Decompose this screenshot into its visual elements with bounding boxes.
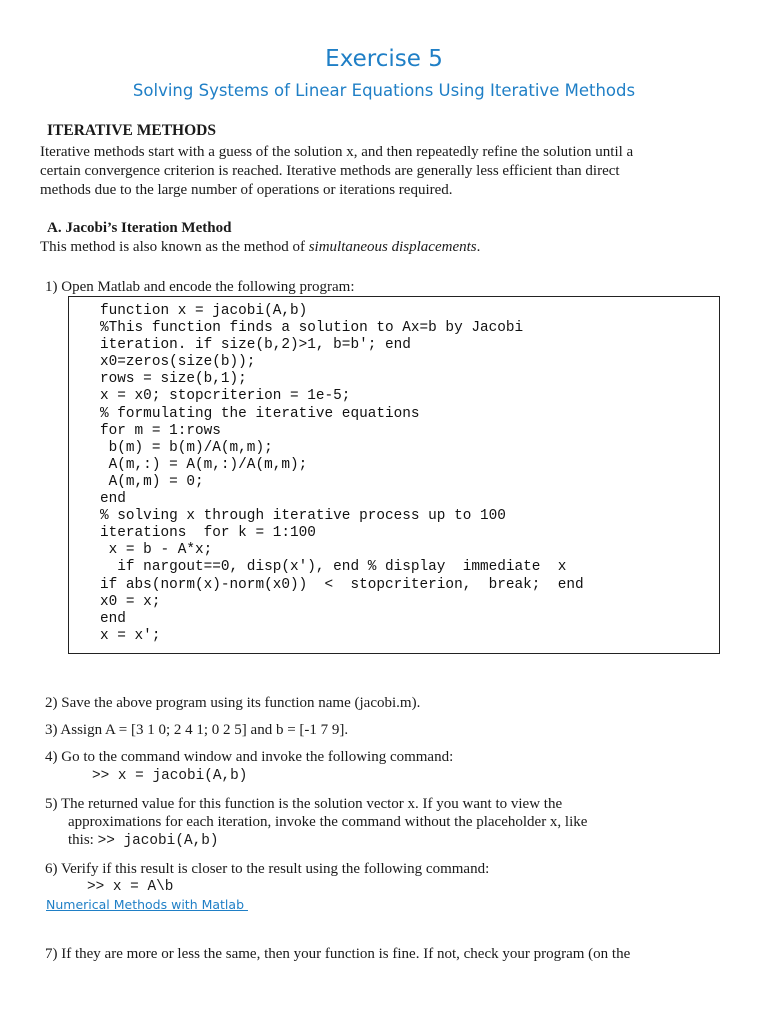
intro-line-2: certain convergence criterion is reached. Iterative methods are generally less efficient than direct bbox=[40, 163, 620, 179]
section-heading: ITERATIVE METHODS bbox=[47, 122, 216, 139]
step-5-line-1: 5) The returned value for this function is the solution vector x. If you want to view the bbox=[45, 796, 563, 812]
code-line: if nargout==0, disp(x'), end % display immediate x bbox=[100, 559, 567, 576]
step-6-command: >> x = A\b bbox=[87, 879, 174, 895]
code-line: %This function finds a solution to Ax=b by Jacobi bbox=[100, 320, 524, 337]
code-line: end bbox=[100, 491, 126, 508]
intro-line-3: methods due to the large number of operations or iterations required. bbox=[40, 182, 453, 198]
code-line: end bbox=[100, 610, 126, 627]
step-3: 3) Assign A = [3 1 0; 2 4 1; 0 2 5] and b = [-1 7 9]. bbox=[45, 722, 349, 738]
code-line: for m = 1:rows bbox=[100, 422, 221, 439]
step-6: 6) Verify if this result is closer to the result using the following command: bbox=[45, 861, 490, 877]
code-line: b(m) = b(m)/A(m,m); bbox=[100, 439, 273, 456]
step-5-line-3 bbox=[68, 831, 219, 851]
code-line: % solving x through iterative process up to 100 bbox=[100, 508, 506, 525]
step-5-prefix: this: bbox=[68, 832, 98, 848]
code-line: % formulating the iterative equations bbox=[100, 405, 420, 422]
code-line: x = x0; stopcriterion = 1e-5; bbox=[100, 388, 351, 405]
step-4: 4) Go to the command window and invoke the following command: bbox=[45, 749, 454, 765]
code-line: x = x'; bbox=[100, 627, 161, 644]
code-line: x0 = x; bbox=[100, 593, 161, 610]
code-line: A(m,m) = 0; bbox=[100, 473, 204, 490]
step-1: 1) Open Matlab and encode the following program: bbox=[45, 279, 355, 295]
code-line: function x = jacobi(A,b) bbox=[100, 303, 308, 319]
page-subtitle: Solving Systems of Linear Equations Using Iterative Methods bbox=[132, 81, 636, 100]
code-box bbox=[68, 296, 720, 654]
code-line: iterations for k = 1:100 bbox=[100, 525, 316, 542]
jacobi-desc-italic: simultaneous displacements bbox=[308, 239, 477, 255]
jacobi-desc-suffix: . bbox=[476, 239, 481, 255]
code-line: rows = size(b,1); bbox=[100, 371, 247, 388]
step-5-line-2: approximations for each iteration, invoke the command without the placeholder x, like bbox=[68, 814, 588, 830]
code-line: x = b - A*x; bbox=[100, 542, 213, 559]
code-block bbox=[100, 303, 584, 645]
intro-line-1: Iterative methods start with a guess of the solution x, and then repeatedly refine the solution until a bbox=[40, 144, 634, 160]
code-line: A(m,:) = A(m,:)/A(m,m); bbox=[100, 456, 308, 473]
step-2: 2) Save the above program using its function name (jacobi.m). bbox=[45, 695, 421, 711]
code-line: if abs(norm(x)-norm(x0)) < stopcriterion, break; end bbox=[100, 576, 584, 593]
code-line: x0=zeros(size(b)); bbox=[100, 354, 256, 371]
page-title: Exercise 5 bbox=[325, 46, 443, 72]
jacobi-desc-prefix: This method is also known as the method of bbox=[40, 239, 309, 255]
step-7: 7) If they are more or less the same, then your function is fine. If not, check your program (on the bbox=[45, 946, 631, 962]
jacobi-heading: A. Jacobi’s Iteration Method bbox=[47, 220, 232, 236]
code-line: iteration. if size(b,2)>1, b=b'; end bbox=[100, 337, 411, 354]
step-4-command: >> x = jacobi(A,b) bbox=[92, 768, 248, 784]
footer-link[interactable]: Numerical Methods with Matlab bbox=[46, 897, 248, 912]
step-5-command: >> jacobi(A,b) bbox=[97, 833, 219, 849]
jacobi-description bbox=[40, 238, 480, 257]
